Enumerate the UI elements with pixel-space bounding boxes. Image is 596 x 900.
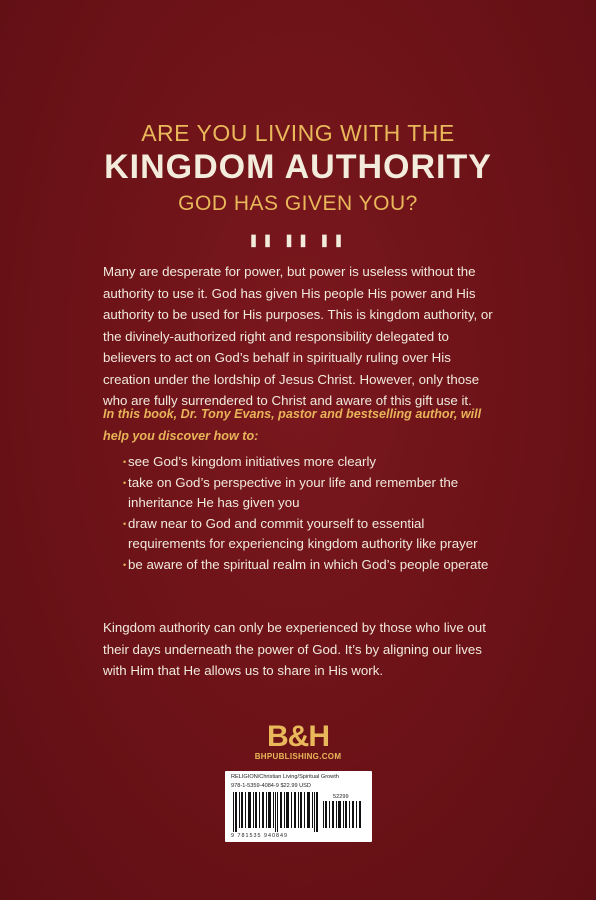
ornament-divider: ❚❚ ❚❚ ❚❚ <box>248 233 348 247</box>
list-item-text: be aware of the spiritual realm in which God’s people operate <box>128 556 489 572</box>
list-item <box>103 555 495 576</box>
barcode-panel <box>225 771 372 842</box>
headline-title: KINGDOM AUTHORITY <box>104 148 492 186</box>
barcode-isbn-price: 978-1-5359-4084-9 $22.99 USD <box>231 783 311 789</box>
headline-line-1: ARE YOU LIVING WITH THE <box>141 120 455 146</box>
list-item-text: see God’s kingdom initiatives more clearly <box>128 454 377 469</box>
bullet-icon: • <box>123 559 127 570</box>
list-item <box>103 452 495 473</box>
bullet-icon: • <box>123 457 127 467</box>
barcode-digits: 9 781535 940849 <box>231 833 288 839</box>
headline-line-3: GOD HAS GIVEN YOU? <box>178 192 418 215</box>
benefit-list <box>103 452 495 575</box>
publisher-logo-mark: B&H <box>267 720 329 753</box>
bullet-icon: • <box>123 477 127 488</box>
barcode-category: RELIGION/Christian Living/Spiritual Growth <box>231 774 339 780</box>
bullet-icon: • <box>123 518 127 529</box>
barcode-price-code: 52299 <box>333 794 349 800</box>
author-callout: In this book, Dr. Tony Evans, pastor and bestselling author, will help you discover how to: <box>103 407 482 443</box>
list-item <box>103 514 495 555</box>
closing-paragraph: Kingdom authority can only be experienced by those who live out their days underneath the power of God. It’s by aligning our lives with Him that He allows us to share in His work. <box>103 620 486 678</box>
publisher-url: BHPUBLISHING.COM <box>254 752 342 761</box>
barcode-bars-icon <box>225 771 372 842</box>
publisher-logo <box>0 722 596 761</box>
intro-paragraph: Many are desperate for power, but power is useless without the authority to use it. God has given His people His power and His authority to be used for His purposes. This is kingdom authority, or the divinely-authorized right and responsibility delegated to believers to act on God’s behalf in spiritually ruling over His creation under the lordship of Jesus Christ. However, only those who are fully surrendered to Christ and aware of this gift use it. <box>103 264 493 408</box>
list-item-text: draw near to God and commit yourself to essential requirements for experiencing kingdom authority like prayer <box>128 515 478 551</box>
list-item <box>103 473 495 514</box>
list-item-text: take on God’s perspective in your life and remember the inheritance He has given you <box>128 474 459 510</box>
